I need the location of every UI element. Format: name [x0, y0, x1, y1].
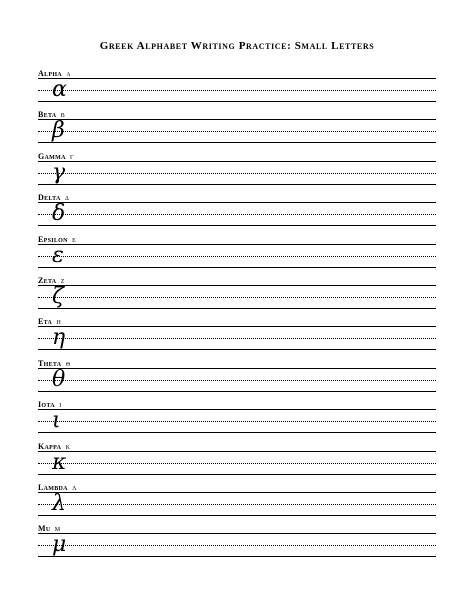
practice-row-gamma	[38, 151, 436, 192]
practice-rows	[38, 68, 436, 565]
letter-name: Lambda	[38, 482, 68, 492]
handwritten-letter-sample: ε	[52, 242, 64, 268]
midline-dotted	[38, 463, 436, 464]
top-guide-line	[38, 492, 436, 493]
letter-symbol: γ	[70, 150, 74, 161]
handwritten-letter-sample: α	[52, 77, 67, 102]
letter-name: Mu	[38, 524, 51, 534]
letter-symbol: ε	[72, 233, 77, 244]
letter-name: Alpha	[38, 69, 62, 78]
letter-name: Iota	[38, 400, 55, 410]
baseline	[38, 349, 436, 350]
practice-row-delta	[38, 192, 436, 233]
baseline	[38, 225, 436, 226]
letter-name: Kappa	[38, 441, 62, 451]
letter-name: Gamma	[38, 151, 66, 161]
baseline	[38, 432, 436, 433]
top-guide-line	[38, 326, 436, 327]
midline-dotted	[38, 338, 436, 339]
midline-dotted	[38, 256, 436, 257]
handwritten-letter-sample: δ	[52, 201, 66, 227]
letter-symbol: ι	[59, 399, 62, 410]
top-guide-line	[38, 244, 436, 245]
midline-dotted	[38, 214, 436, 215]
letter-symbol: ζ	[60, 274, 65, 285]
letter-symbol: μ	[54, 523, 61, 534]
letter-symbol: κ	[65, 440, 71, 451]
top-guide-line	[38, 161, 436, 162]
letter-name: Eta	[38, 317, 53, 327]
handwritten-letter-sample: γ	[52, 159, 66, 185]
baseline	[38, 474, 436, 475]
baseline	[38, 308, 436, 309]
midline-dotted	[38, 173, 436, 174]
handwritten-letter-sample: λ	[52, 490, 66, 516]
letter-symbol: λ	[72, 481, 77, 492]
letter-symbol: η	[56, 316, 62, 327]
practice-row-alpha	[38, 68, 436, 109]
letter-symbol: δ	[64, 192, 70, 203]
handwritten-letter-sample: ζ	[52, 283, 64, 309]
practice-row-zeta	[38, 275, 436, 316]
baseline	[38, 184, 436, 185]
handwritten-letter-sample: μ	[52, 532, 67, 558]
handwritten-letter-sample: κ	[52, 449, 67, 475]
letter-symbol: β	[60, 109, 66, 120]
top-guide-line	[38, 78, 436, 79]
practice-row-iota	[38, 399, 436, 440]
top-guide-line	[38, 451, 436, 452]
baseline	[38, 267, 436, 268]
practice-row-mu	[38, 523, 436, 564]
top-guide-line	[38, 533, 436, 534]
letter-name: Epsilon	[38, 234, 68, 244]
baseline	[38, 391, 436, 392]
letter-name: Zeta	[38, 275, 57, 285]
baseline	[38, 556, 436, 557]
midline-dotted	[38, 131, 436, 132]
baseline	[38, 101, 436, 102]
practice-row-epsilon	[38, 234, 436, 275]
baseline	[38, 142, 436, 143]
top-guide-line	[38, 368, 436, 369]
handwritten-letter-sample: ι	[52, 408, 61, 434]
top-guide-line	[38, 202, 436, 203]
midline-dotted	[38, 297, 436, 298]
letter-symbol: θ	[65, 357, 71, 368]
baseline	[38, 515, 436, 516]
midline-dotted	[38, 504, 436, 505]
practice-row-beta	[38, 109, 436, 150]
letter-name: Theta	[38, 358, 62, 368]
top-guide-line	[38, 285, 436, 286]
midline-dotted	[38, 421, 436, 422]
midline-dotted	[38, 545, 436, 546]
top-guide-line	[38, 409, 436, 410]
handwritten-letter-sample: θ	[52, 366, 66, 392]
midline-dotted	[38, 380, 436, 381]
handwritten-letter-sample: β	[52, 118, 65, 144]
letter-symbol: α	[66, 68, 71, 78]
letter-name: Beta	[38, 110, 57, 120]
practice-row-eta	[38, 316, 436, 357]
top-guide-line	[38, 119, 436, 120]
midline-dotted	[38, 90, 436, 91]
page-title: Greek Alphabet Writing Practice: Small Letters	[99, 40, 375, 52]
letter-name: Delta	[38, 193, 61, 203]
handwritten-letter-sample: η	[52, 325, 66, 351]
practice-row-theta	[38, 358, 436, 399]
practice-row-lambda	[38, 482, 436, 523]
practice-row-kappa	[38, 441, 436, 482]
